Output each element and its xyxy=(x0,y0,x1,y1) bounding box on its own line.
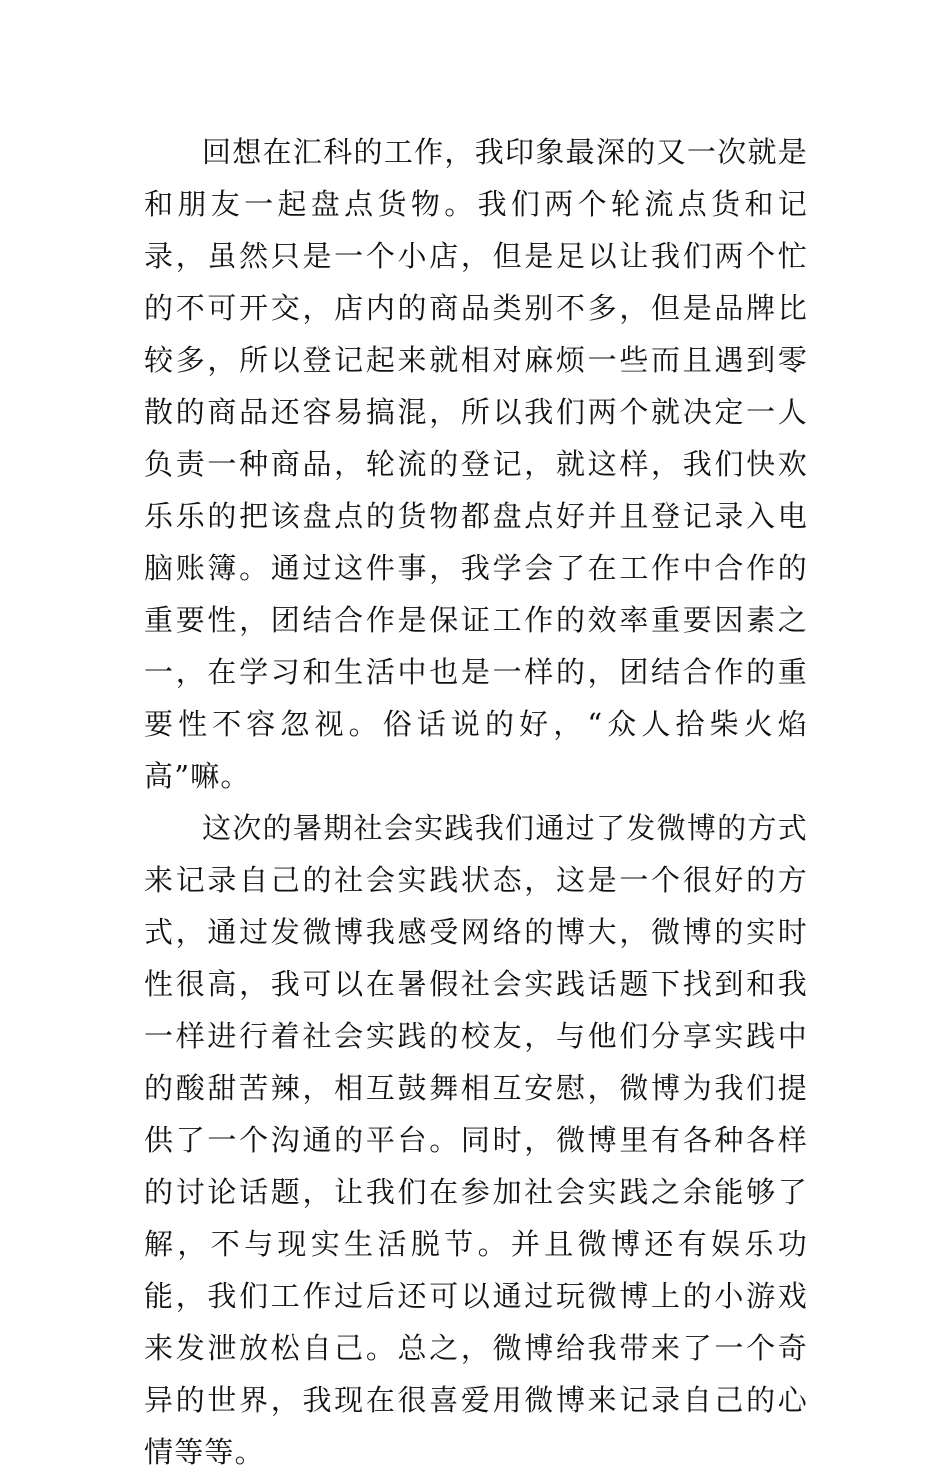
paragraph-teamwork: 回想在汇科的工作，我印象最深的又一次就是和朋友一起盘点货物。我们两个轮流点货和记录，虽然只是一个小店，但是足以让我们两个忙的不可开交，店内的商品类别不多，但是品牌比较多，所以登记起来就相对麻烦一些而且遇到零散的商品还容易搞混，所以我们两个就决定一人负责一种商品，轮流的登记，就这样，我们快欢乐乐的把该盘点的货物都盘点好并且登记录入电脑账簿。通过这件事，我学会了在工作中合作的重要性，团结合作是保证工作的效率重要因素之一，在学习和生活中也是一样的，团结合作的重要性不容忽视。俗话说的好，“众人拾柴火焰高”嘛。 xyxy=(144,135,808,793)
document-body xyxy=(144,126,808,1478)
paragraph-weibo: 这次的暑期社会实践我们通过了发微博的方式来记录自己的社会实践状态，这是一个很好的方式，通过发微博我感受网络的博大，微博的实时性很高，我可以在暑假社会实践话题下找到和我一样进行着社会实践的校友，与他们分享实践中的酸甜苦辣，相互鼓舞相互安慰，微博为我们提供了一个沟通的平台。同时，微博里有各种各样的讨论话题，让我们在参加社会实践之余能够了解，不与现实生活脱节。并且微博还有娱乐功能，我们工作过后还可以通过玩微博上的小游戏来发泄放松自己。总之，微博给我带来了一个奇异的世界，我现在很喜爱用微博来记录自己的心情等等。 xyxy=(144,811,808,1469)
